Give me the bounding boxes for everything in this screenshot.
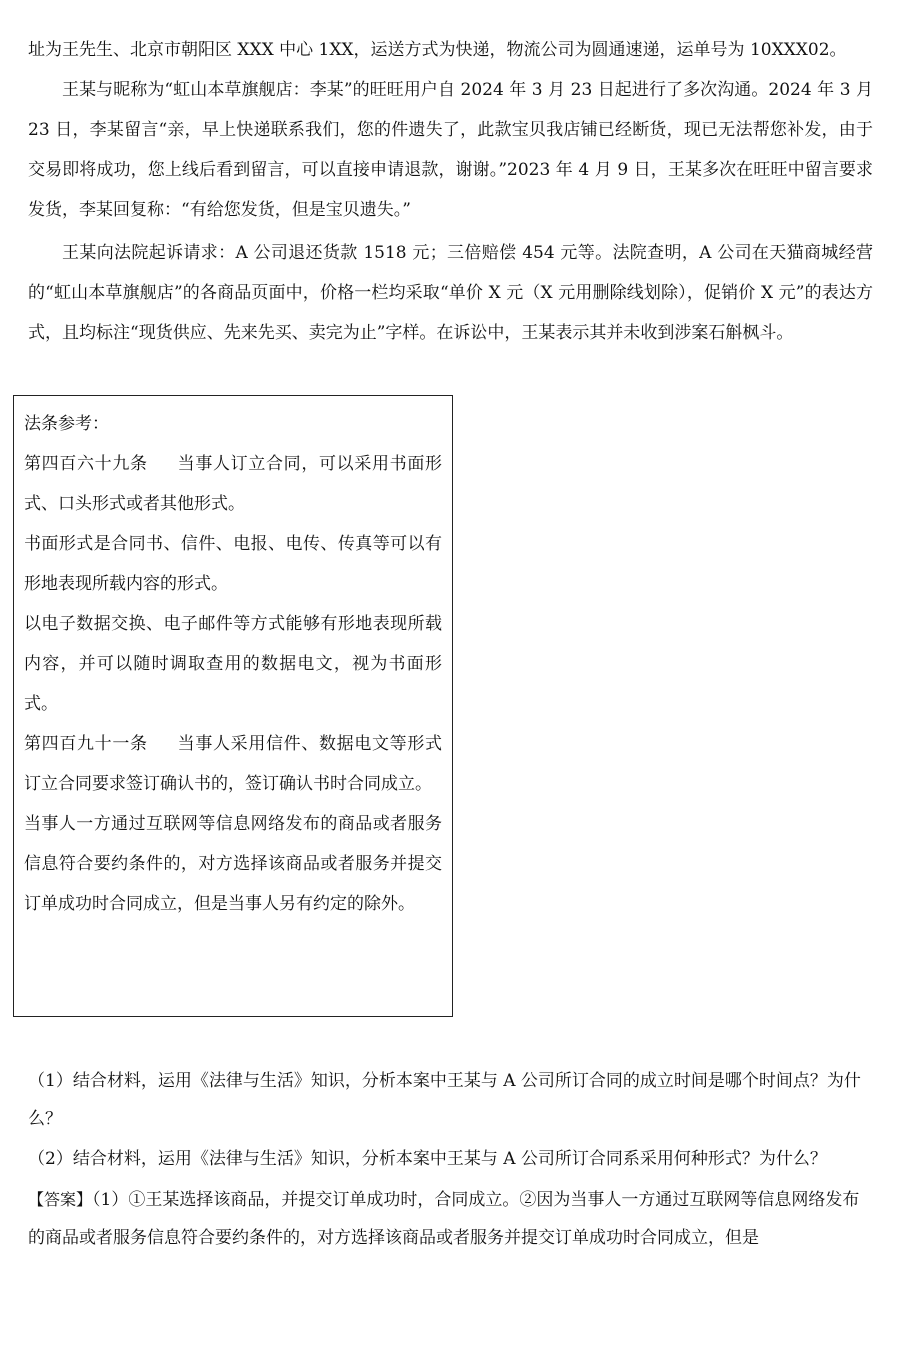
law-box-title: 法条参考： <box>24 414 109 434</box>
article-469-text: 当事人订立合同，可以采用书面形式、口头形式或者其他形式。 <box>24 454 443 514</box>
law-reference-box <box>13 395 453 1017</box>
article-469-clause-2: 书面形式是合同书、信件、电报、电传、传真等可以有形地表现所载内容的形式。 <box>24 534 442 594</box>
article-469-number: 第四百六十九条 <box>24 454 148 474</box>
article-491-number: 第四百九十一条 <box>24 734 148 754</box>
article-469-clause-3: 以电子数据交换、电子邮件等方式能够有形地表现所载内容，并可以随时调取查用的数据电文，视为书面形式。 <box>24 614 442 714</box>
case-paragraph-communication: 王某与昵称为“虹山本草旗舰店：李某”的旺旺用户自 2024 年 3 月 23 日起进行了多次沟通。2024 年 3 月 23 日，李某留言“亲，早上快递联系我们，您的件遗失了，此款宝贝我店铺已经断货，现已无法帮您补发，由于交易即将成功，您上线后看到留言，可以直接申请退款，谢谢。”2023 年 4 月 9 日，王某多次在旺旺中留言要求发货，李某回复称：“有给您发货，但是宝贝遗失。” <box>28 80 873 220</box>
case-paragraph-lawsuit: 王某向法院起诉请求：A 公司退还货款 1518 元；三倍赔偿 454 元等。法院查明，A 公司在天猫商城经营的“虹山本草旗舰店”的各商品页面中，价格一栏均采取“单价 X 元（X 元用删除线划除），促销价 X 元”的表达方式，且均标注“现货供应、先来先买、卖完为止”字样。在诉讼中，王某表示其并未收到涉案石斛枫斗。 <box>28 243 873 343</box>
answer-tag: 【答案】 <box>28 1190 93 1209</box>
answer-block <box>28 1181 873 1257</box>
article-469 <box>24 444 442 524</box>
article-491-clause-2: 当事人一方通过互联网等信息网络发布的商品或者服务信息符合要约条件的，对方选择该商品或者服务并提交订单成功时合同成立，但是当事人另有约定的除外。 <box>24 814 442 914</box>
question-1: （1）结合材料，运用《法律与生活》知识，分析本案中王某与 A 公司所订合同的成立时间是哪个时间点？为什么？ <box>28 1071 861 1129</box>
article-491-text: 当事人采用信件、数据电文等形式订立合同要求签订确认书的，签订确认书时合同成立。 <box>24 734 443 794</box>
article-491 <box>24 724 442 804</box>
question-2: （2）结合材料，运用《法律与生活》知识，分析本案中王某与 A 公司所订合同系采用何种形式？为什么？ <box>28 1149 827 1169</box>
answer-text: （1）①王某选择该商品，并提交订单成功时，合同成立。②因为当事人一方通过互联网等信息网络发布的商品或者服务信息符合要约条件的，对方选择该商品或者服务并提交订单成功时合同成立，但是 <box>28 1190 860 1248</box>
case-paragraph-address: 址为王先生、北京市朝阳区 XXX 中心 1XX，运送方式为快递，物流公司为圆通速递，运单号为 10XXX02。 <box>28 40 847 60</box>
